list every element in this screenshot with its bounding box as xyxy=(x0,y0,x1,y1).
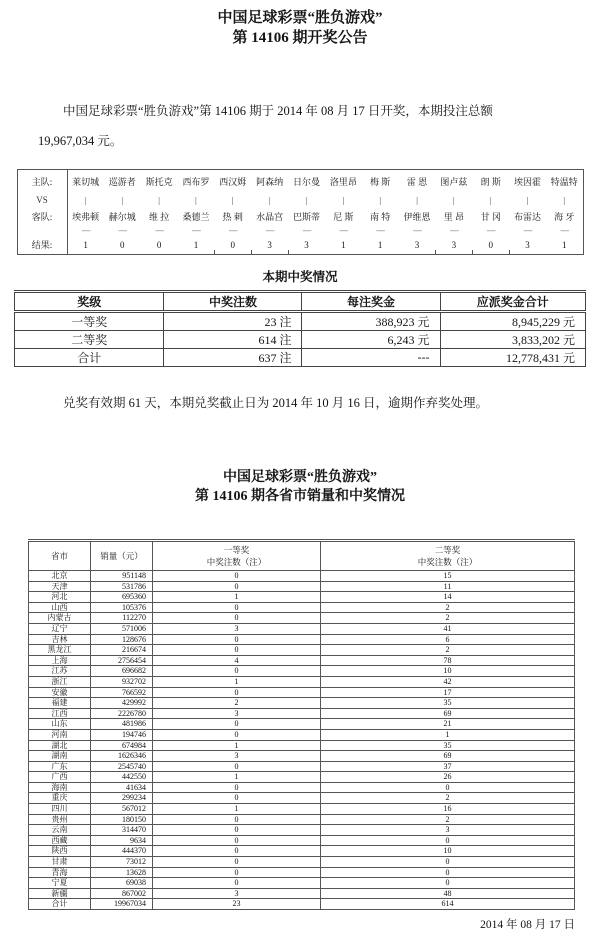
dash-separator: ----- xyxy=(560,226,569,235)
dash-separator: ----- xyxy=(118,226,127,235)
province-second-prize-cell: 35 xyxy=(321,740,575,751)
province-header-first-prize: 一等奖 中奖注数（注） xyxy=(153,541,321,571)
prize-total-cell: 12,778,431 元 xyxy=(440,349,585,367)
province-first-prize-cell: 0 xyxy=(153,687,321,698)
province-row xyxy=(29,825,575,836)
province-second-prize-cell: 17 xyxy=(321,687,575,698)
province-second-prize-cell: 0 xyxy=(321,878,575,889)
province-second-prize-cell: 21 xyxy=(321,719,575,730)
province-second-prize-cell: 6 xyxy=(321,634,575,645)
result-row xyxy=(17,235,583,255)
match-result-cell: 1 xyxy=(546,235,583,255)
province-first-prize-cell: 4 xyxy=(153,655,321,666)
province-sales-cell: 766592 xyxy=(91,687,153,698)
province-second-prize-cell: 0 xyxy=(321,782,575,793)
province-first-prize-cell: 1 xyxy=(153,676,321,687)
prize-header-count: 中奖注数 xyxy=(164,292,302,312)
province-header-second-prize: 二等奖 中奖注数（注） xyxy=(321,541,575,571)
vs-separator: | xyxy=(268,195,271,205)
dash-separator: ----- xyxy=(376,226,385,235)
dash-separator: ----- xyxy=(449,226,459,235)
match-away-cell: 巴斯蒂 xyxy=(292,212,320,222)
prize-level-cell: 二等奖 xyxy=(15,331,164,349)
match-result-cell: 3 xyxy=(288,235,325,255)
prize-total-cell: 3,833,202 元 xyxy=(440,331,585,349)
dash-separator: ----- xyxy=(265,226,274,235)
province-second-prize-cell: 0 xyxy=(321,867,575,878)
province-first-prize-cell: 3 xyxy=(153,623,321,634)
province-row xyxy=(29,676,575,687)
province-second-prize-cell: 35 xyxy=(321,698,575,709)
prize-level-cell: 合计 xyxy=(15,349,164,367)
province-name-cell: 黑龙江 xyxy=(29,645,91,656)
province-first-prize-cell: 0 xyxy=(153,846,321,857)
province-sales-cell: 696682 xyxy=(91,666,153,677)
match-result-cell: 0 xyxy=(214,235,251,255)
province-second-prize-cell: 14 xyxy=(321,592,575,603)
province-first-prize-cell: 0 xyxy=(153,602,321,613)
province-sales-cell: 194746 xyxy=(91,729,153,740)
intro-line2: 19,967,034 元。 xyxy=(38,134,123,148)
province-second-prize-cell: 1 xyxy=(321,729,575,740)
province-first-prize-cell: 2 xyxy=(153,698,321,709)
province-name-cell: 贵州 xyxy=(29,814,91,825)
match-away-cell: 里 昂 xyxy=(443,212,464,222)
dash-separator: ----- xyxy=(191,226,201,235)
province-row xyxy=(29,666,575,677)
province-second-prize-cell: 2 xyxy=(321,602,575,613)
vs-separator: | xyxy=(158,195,160,205)
province-second-prize-cell: 0 xyxy=(321,835,575,846)
province-sales-cell: 112270 xyxy=(91,613,153,624)
province-sales-cell: 567012 xyxy=(91,804,153,815)
province-row xyxy=(29,846,575,857)
match-home-cell: 朗 斯 xyxy=(480,177,501,187)
province-sales-cell: 444370 xyxy=(91,846,153,857)
province-second-prize-cell: 37 xyxy=(321,761,575,772)
province-row xyxy=(29,814,575,825)
prize-row xyxy=(15,349,586,367)
province-first-prize-cell: 0 xyxy=(153,814,321,825)
province-row xyxy=(29,602,575,613)
match-result-cell: 3 xyxy=(399,235,436,255)
province-row xyxy=(29,687,575,698)
province-first-prize-cell: 0 xyxy=(153,729,321,740)
province-second-prize-cell: 2 xyxy=(321,793,575,804)
province-section-title xyxy=(0,468,600,506)
match-away-cell: 伊维恩 xyxy=(403,212,431,222)
province-first-prize-cell: 3 xyxy=(153,708,321,719)
province-name-cell: 浙江 xyxy=(29,676,91,687)
province-sales-cell: 481986 xyxy=(91,719,153,730)
province-row xyxy=(29,888,575,899)
vs-separator: | xyxy=(231,195,234,205)
province-second-prize-cell: 10 xyxy=(321,846,575,857)
province-header-name: 省市 xyxy=(29,541,91,571)
dash-separator: ----- xyxy=(523,226,532,235)
dash-separator: ----- xyxy=(154,226,164,235)
match-result-cell: 1 xyxy=(178,235,215,255)
province-sales-cell: 429992 xyxy=(91,698,153,709)
province-row xyxy=(29,571,575,582)
province-first-prize-cell: 0 xyxy=(153,581,321,592)
prize-header-amount: 每注奖金 xyxy=(302,292,440,312)
province-name-cell: 辽宁 xyxy=(29,623,91,634)
match-home-cell: 巡游者 xyxy=(108,177,136,187)
province-second-prize-cell: 69 xyxy=(321,751,575,762)
dash-separator: ----- xyxy=(81,226,90,235)
province-second-prize-cell: 42 xyxy=(321,676,575,687)
prize-header-row xyxy=(15,292,586,312)
vs-separator: | xyxy=(526,195,529,205)
match-home-cell: 雷 恩 xyxy=(406,177,428,187)
prize-row xyxy=(15,312,586,331)
province-second-prize-cell: 11 xyxy=(321,581,575,592)
prize-total-cell: 8,945,229 元 xyxy=(440,312,585,331)
match-row-label: 客队: xyxy=(17,207,67,226)
province-name-cell: 河南 xyxy=(29,729,91,740)
province-row xyxy=(29,740,575,751)
province-name-cell: 安徽 xyxy=(29,687,91,698)
match-away-cell: 甘 冈 xyxy=(480,212,501,222)
dash-row xyxy=(17,226,583,235)
province-first-prize-cell: 0 xyxy=(153,571,321,582)
province-first-prize-cell: 0 xyxy=(153,645,321,656)
province-sales-cell: 695360 xyxy=(91,592,153,603)
province-row xyxy=(29,867,575,878)
province-second-prize-cell: 10 xyxy=(321,666,575,677)
prize-amount-cell: 388,923 元 xyxy=(302,312,440,331)
province-first-prize-cell: 0 xyxy=(153,634,321,645)
province-name-cell: 青海 xyxy=(29,867,91,878)
province-row xyxy=(29,708,575,719)
match-result-cell: 0 xyxy=(472,235,509,255)
province-name-cell: 西藏 xyxy=(29,835,91,846)
prize-summary-table xyxy=(14,290,586,367)
province-second-prize-cell: 26 xyxy=(321,772,575,783)
province-sales-cell: 9634 xyxy=(91,835,153,846)
match-row-label: 主队: xyxy=(17,170,67,194)
footer-date: 2014 年 08 月 17 日 xyxy=(480,919,575,929)
province-second-prize-cell: 41 xyxy=(321,623,575,634)
province-first-prize-cell: 0 xyxy=(153,793,321,804)
match-result-cell: 0 xyxy=(104,235,141,255)
match-result-cell: 1 xyxy=(362,235,399,255)
province-header-row xyxy=(29,541,575,571)
match-home-cell: 洛里昂 xyxy=(329,177,357,187)
page-title-line2: 第 14106 期开奖公告 xyxy=(232,30,368,46)
match-row-label: 结果: xyxy=(17,235,67,255)
prize-row xyxy=(15,331,586,349)
vs-separator: | xyxy=(379,195,381,205)
province-name-cell: 重庆 xyxy=(29,793,91,804)
province-sales-cell: 69038 xyxy=(91,878,153,889)
province-name-cell: 山东 xyxy=(29,719,91,730)
vs-separator: | xyxy=(453,195,455,205)
province-sales-cell: 19967034 xyxy=(91,899,153,910)
province-row xyxy=(29,592,575,603)
province-name-cell: 福建 xyxy=(29,698,91,709)
match-result-cell: 1 xyxy=(83,239,88,250)
page-title-line1: 中国足球彩票“胜负游戏” xyxy=(217,10,383,26)
match-result-cell: 3 xyxy=(251,235,288,255)
province-sales-cell: 128676 xyxy=(91,634,153,645)
prize-count-cell: 614 注 xyxy=(164,331,302,349)
match-result-cell: 0 xyxy=(141,235,178,255)
province-sales-cell: 571006 xyxy=(91,623,153,634)
province-sales-cell: 216674 xyxy=(91,645,153,656)
match-away-cell: 布雷达 xyxy=(514,212,542,222)
vs-separator: | xyxy=(305,195,308,205)
province-sales-cell: 73012 xyxy=(91,857,153,868)
prize-count-cell: 23 注 xyxy=(164,312,302,331)
province-row xyxy=(29,899,575,910)
province-second-prize-cell: 15 xyxy=(321,571,575,582)
province-row xyxy=(29,782,575,793)
match-away-cell: 桑德兰 xyxy=(182,212,210,222)
province-second-prize-cell: 69 xyxy=(321,708,575,719)
match-result-cell: 3 xyxy=(435,235,472,255)
dash-separator: ----- xyxy=(228,226,237,235)
province-name-cell: 甘肃 xyxy=(29,857,91,868)
province-second-prize-cell: 78 xyxy=(321,655,575,666)
match-home-cell: 日尔曼 xyxy=(292,177,320,187)
province-sales-cell: 674984 xyxy=(91,740,153,751)
province-first-prize-cell: 0 xyxy=(153,878,321,889)
province-name-cell: 陕西 xyxy=(29,846,91,857)
province-sales-cell: 180150 xyxy=(91,814,153,825)
province-row xyxy=(29,793,575,804)
match-home-cell: 图卢兹 xyxy=(440,177,468,187)
province-name-cell: 北京 xyxy=(29,571,91,582)
vs-separator: | xyxy=(489,195,492,205)
province-name-cell: 宁夏 xyxy=(29,878,91,889)
match-home-cell: 西汉姆 xyxy=(219,177,247,187)
province-sales-table xyxy=(28,539,575,910)
match-away-cell: 赫尔城 xyxy=(108,212,136,222)
province-first-prize-cell: 1 xyxy=(153,592,321,603)
province-first-prize-cell: 0 xyxy=(153,761,321,772)
prize-amount-cell: --- xyxy=(302,349,440,367)
province-row xyxy=(29,645,575,656)
province-name-cell: 合计 xyxy=(29,899,91,910)
province-row xyxy=(29,878,575,889)
match-home-cell: 特温特 xyxy=(550,177,578,187)
province-second-prize-cell: 48 xyxy=(321,888,575,899)
province-row xyxy=(29,835,575,846)
page-title xyxy=(0,0,600,48)
province-row xyxy=(29,719,575,730)
province-title-line2: 第 14106 期各省市销量和中奖情况 xyxy=(195,489,405,504)
province-row xyxy=(29,581,575,592)
province-second-prize-cell: 2 xyxy=(321,814,575,825)
province-row xyxy=(29,761,575,772)
province-first-prize-cell: 0 xyxy=(153,867,321,878)
province-sales-cell: 314470 xyxy=(91,825,153,836)
match-away-cell: 尼 斯 xyxy=(333,212,354,222)
province-sales-cell: 442550 xyxy=(91,772,153,783)
province-name-cell: 广西 xyxy=(29,772,91,783)
province-sales-cell: 299234 xyxy=(91,793,153,804)
vs-row xyxy=(17,193,583,207)
match-home-cell: 西布罗 xyxy=(182,177,210,187)
province-sales-cell: 2756454 xyxy=(91,655,153,666)
province-first-prize-cell: 0 xyxy=(153,719,321,730)
match-away-cell: 海 牙 xyxy=(554,212,575,222)
province-name-cell: 江苏 xyxy=(29,666,91,677)
match-home-cell: 莱切城 xyxy=(72,177,100,187)
province-row xyxy=(29,634,575,645)
province-row xyxy=(29,751,575,762)
home-row xyxy=(17,170,583,194)
redeem-notice: 兑奖有效期 61 天，本期兑奖截止日为 2014 年 10 月 16 日，逾期作弃奖处理。 xyxy=(63,396,489,410)
match-home-cell: 阿森纳 xyxy=(256,177,284,187)
province-header-sales: 销量（元） xyxy=(91,541,153,571)
prize-header-level: 奖级 xyxy=(15,292,164,312)
province-row xyxy=(29,623,575,634)
vs-separator: | xyxy=(84,195,87,205)
province-name-cell: 湖北 xyxy=(29,740,91,751)
province-name-cell: 天津 xyxy=(29,581,91,592)
province-sales-cell: 951148 xyxy=(91,571,153,582)
province-name-cell: 湖南 xyxy=(29,751,91,762)
match-result-cell: 1 xyxy=(325,235,362,255)
province-row xyxy=(29,772,575,783)
province-name-cell: 四川 xyxy=(29,804,91,815)
vs-separator: | xyxy=(416,195,418,205)
prize-count-cell: 637 注 xyxy=(164,349,302,367)
province-name-cell: 吉林 xyxy=(29,634,91,645)
match-results-table xyxy=(17,169,584,255)
province-second-prize-cell: 3 xyxy=(321,825,575,836)
province-row xyxy=(29,729,575,740)
province-row xyxy=(29,655,575,666)
province-name-cell: 广东 xyxy=(29,761,91,772)
vs-separator: | xyxy=(563,195,566,205)
match-away-cell: 热 刺 xyxy=(222,212,243,222)
province-title-line1: 中国足球彩票“胜负游戏” xyxy=(223,470,377,485)
dash-separator: ----- xyxy=(486,226,495,235)
prize-amount-cell: 6,243 元 xyxy=(302,331,440,349)
province-first-prize-cell: 0 xyxy=(153,835,321,846)
province-row xyxy=(29,698,575,709)
match-home-cell: 埃因霍 xyxy=(514,177,542,187)
province-row xyxy=(29,804,575,815)
province-name-cell: 江西 xyxy=(29,708,91,719)
province-sales-cell: 932702 xyxy=(91,676,153,687)
province-first-prize-cell: 1 xyxy=(153,740,321,751)
province-sales-cell: 2545740 xyxy=(91,761,153,772)
province-first-prize-cell: 0 xyxy=(153,825,321,836)
vs-separator: | xyxy=(195,195,197,205)
province-name-cell: 云南 xyxy=(29,825,91,836)
province-name-cell: 河北 xyxy=(29,592,91,603)
province-sales-cell: 867002 xyxy=(91,888,153,899)
prize-level-cell: 一等奖 xyxy=(15,312,164,331)
dash-separator: ----- xyxy=(339,226,348,235)
match-away-cell: 水晶宫 xyxy=(256,212,284,222)
prize-section-title: 本期中奖情况 xyxy=(262,270,338,284)
province-first-prize-cell: 3 xyxy=(153,751,321,762)
match-home-cell: 梅 斯 xyxy=(370,177,391,187)
province-name-cell: 海南 xyxy=(29,782,91,793)
match-away-cell: 维 拉 xyxy=(148,212,170,222)
prize-header-total: 应派奖金合计 xyxy=(440,292,585,312)
province-first-prize-cell: 1 xyxy=(153,804,321,815)
province-first-prize-cell: 3 xyxy=(153,888,321,899)
province-row xyxy=(29,613,575,624)
province-row xyxy=(29,857,575,868)
province-first-prize-cell: 0 xyxy=(153,666,321,677)
province-first-prize-cell: 1 xyxy=(153,772,321,783)
province-second-prize-cell: 614 xyxy=(321,899,575,910)
match-row-label xyxy=(17,226,67,235)
match-result-cell: 3 xyxy=(509,235,546,255)
province-sales-cell: 1626346 xyxy=(91,751,153,762)
province-sales-cell: 2226780 xyxy=(91,708,153,719)
away-row xyxy=(17,207,583,226)
province-name-cell: 上海 xyxy=(29,655,91,666)
match-away-cell: 南 特 xyxy=(370,212,391,222)
dash-separator: ----- xyxy=(302,226,311,235)
province-sales-cell: 531786 xyxy=(91,581,153,592)
match-away-cell: 埃弗顿 xyxy=(72,212,100,222)
intro-paragraph xyxy=(38,96,562,156)
vs-separator: | xyxy=(342,195,345,205)
province-second-prize-cell: 0 xyxy=(321,857,575,868)
vs-separator: | xyxy=(121,195,124,205)
match-row-label: VS xyxy=(17,193,67,207)
province-first-prize-cell: 0 xyxy=(153,613,321,624)
province-first-prize-cell: 23 xyxy=(153,899,321,910)
province-first-prize-cell: 0 xyxy=(153,782,321,793)
intro-line1: 中国足球彩票“胜负游戏”第 14106 期于 2014 年 08 月 17 日开奖，本期投注总额 xyxy=(63,104,493,118)
province-second-prize-cell: 2 xyxy=(321,613,575,624)
province-sales-cell: 41634 xyxy=(91,782,153,793)
province-second-prize-cell: 16 xyxy=(321,804,575,815)
province-first-prize-cell: 0 xyxy=(153,857,321,868)
dash-separator: ----- xyxy=(412,226,422,235)
province-second-prize-cell: 2 xyxy=(321,645,575,656)
province-name-cell: 山西 xyxy=(29,602,91,613)
province-name-cell: 新疆 xyxy=(29,888,91,899)
province-sales-cell: 13628 xyxy=(91,867,153,878)
province-name-cell: 内蒙古 xyxy=(29,613,91,624)
match-home-cell: 斯托克 xyxy=(145,177,173,187)
province-sales-cell: 105376 xyxy=(91,602,153,613)
